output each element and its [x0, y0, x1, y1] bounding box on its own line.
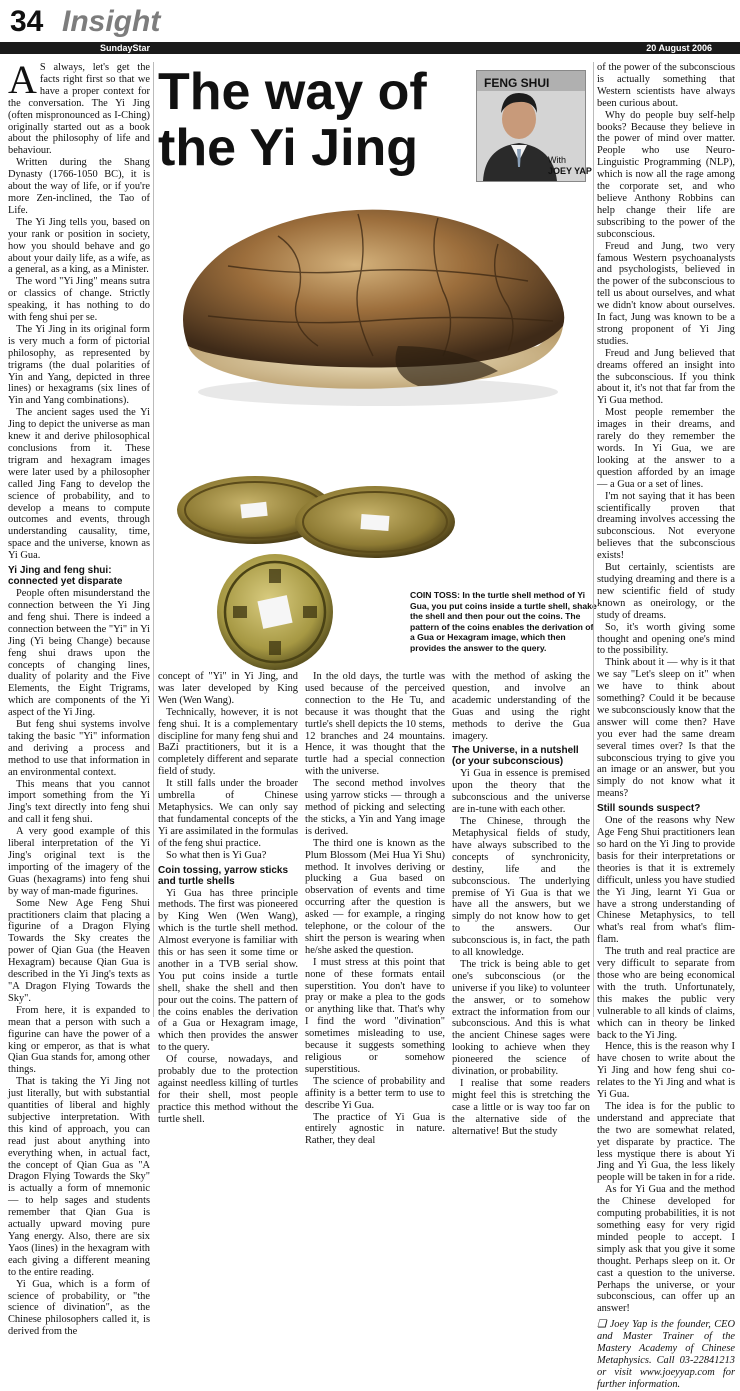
column-3-paragraph: The science of probability and affinity is a better term to use to describe Yi Gua.: [305, 1075, 445, 1111]
column-1-paragraph: From here, it is expanded to mean that a person with such a figurine can have the power of a king or emperor, as that is what Qian Gua stands for, among other things.: [8, 1004, 150, 1076]
column-divider: [593, 62, 594, 1017]
publication-name: SundayStar: [100, 43, 151, 53]
column-5-paragraph: Most people remember the images in their dreams, and rarely do they remember the words. In Yi Gua, we are looking at the answer to a question afforded by an image — a Gua or a set of lines.: [597, 407, 735, 490]
section-title: Insight: [62, 5, 161, 38]
column-1-paragraph: Written during the Shang Dynasty (1766-1050 BC), it is about the way of life, or if you're more Zen-inclined, the Tao of Life.: [8, 157, 150, 216]
issue-date: 20 August 2006: [646, 43, 712, 53]
column-3: [305, 671, 445, 1147]
column-divider: [153, 62, 154, 1017]
column-5-paragraph: The idea is for the public to understand and appreciate that the two are somewhat related, yet disparate by practice. The less mystique there is about Yi Jing and Yi Gua, the less likely people will be taken in for a ride.: [597, 1100, 735, 1184]
column-3-paragraph: The second method involves using yarrow sticks — through a method of picking and selecting the sticks, a Yin and Yang image is derived.: [305, 778, 445, 837]
column-5-paragraph: Freud and Jung believed that dreams offered an insight into the subconscious. If you think about it, it's not that far from the Yi Gua method.: [597, 347, 735, 407]
column-1: [8, 57, 150, 1338]
coins-photo: [165, 470, 415, 670]
column-5-paragraph: Why do people buy self-help books? Because they believe in the power of mind over matter. People who use Neuro-Linguistic Programming (NLP), which is now all the rage among the corporate set, and who believe Anthony Robbins can help change their life are subscribing to the power of the subconscious.: [597, 109, 735, 240]
column-1-paragraph: A very good example of this liberal interpretation of the Yi Jing's original text is the importing of the imagery of the Guas (hexagrams) into feng shui by way of man-made figurines.: [8, 826, 150, 897]
column-with-text: With: [548, 155, 566, 165]
column-1-paragraph: People often misunderstand the connection between the Yi Jing and feng shui. There is indeed a connection between the "Yi" in Yi Jing (Yi being Change) because feng shui draws upon the concepts of changing lines, duality of polarity and the Five Elements, the Eight Trigrams, which are components of the Yi aspect of the Yi Jing.: [8, 588, 150, 719]
headline-line-2: the Yi Jing: [158, 119, 419, 177]
column-4-paragraph: I realise that some readers might feel this is stretching the case a little or is way too far on the alternative side of the alternative! But the study: [452, 1078, 590, 1137]
headline-line-1: The way of: [158, 63, 427, 121]
column-1-paragraph: The Yi Jing in its original form is very much a form of pictorial philosophy, as represented by trigrams (the dual polarities of Yin and Yang, depicted in three lines) or hexagrams (six lines of Yin and Yang combinations).: [8, 323, 150, 407]
column-3-paragraph: The practice of Yi Gua is entirely agnostic in nature. Rather, they deal: [305, 1111, 445, 1147]
column-2-paragraph: It still falls under the broader umbrella of Chinese Metaphysics. We can only say that fundamental concepts of the Yi are assimilated in the formulas of the feng shui practice.: [158, 778, 298, 849]
column-2-paragraph: Of course, nowadays, and probably due to the protection against needless killing of turtles for their shell, most people practice this method without the turtle shell.: [158, 1054, 298, 1125]
subhead-still-sounds-suspect: Still sounds suspect?: [597, 803, 701, 815]
column-2-paragraph: So what then is Yi Gua?: [166, 849, 267, 861]
column-5-paragraph: of the power of the subconscious is actually something that Western scientists have always been curious about.: [597, 62, 735, 109]
column-5-paragraph: As for Yi Gua and the method the Chinese developed for computing probabilities, it is not something easy for very rigid minded people to accept. I simply ask that you give it some thought. Perhaps sleep on it. Or cast a question to the universe. Perhaps the universe, or your subconscious, can offer up an answer!: [597, 1184, 735, 1315]
column-5-paragraph: So, it's worth giving some thought and opening one's mind to the possibility.: [597, 621, 735, 657]
column-1-paragraph: Yi Gua, which is a form of science of probability, or "the science of divination", as the Chinese philosophers called it, is derived from the: [8, 1278, 150, 1338]
subhead-coin-tossing: Coin tossing, yarrow sticks and turtle shells: [158, 864, 289, 887]
column-2: [158, 671, 298, 1125]
column-2-paragraph: concept of "Yi" in Yi Jing, and was later developed by King Wen (Wen Wang).: [158, 671, 298, 706]
column-4-paragraph: The trick is being able to get one's subconscious (or the universe if you like) to volunteer the answer, or to somehow extract the information from our subconscious. And this is what the ancient Chinese sages were looking to achieve when they pioneered the science of divination, or probability.: [452, 958, 590, 1078]
column-1-paragraph: The ancient sages used the Yi Jing to depict the universe as man knew it and derive philosophical conclusions from it. These trigram and hexagram images were later used by a philosopher called Jing Fang to develop the science of probability, and to develop a means to compute outcomes and events, through understanding causality, time, space and the universe, known as Yi Gua.: [8, 407, 150, 562]
column-1-paragraph: The word "Yi Jing" means sutra or classics of change. Strictly speaking, it has nothing to do with feng shui per se.: [8, 276, 150, 324]
column-3-paragraph: I must stress at this point that none of these formats entail superstition. You don't have to pray or make a plea to the gods or anything like that. That's why I find the word "divination" sometimes misleading to use, because it suggests something religious or somehow superstitious.: [305, 956, 445, 1075]
column-2-paragraph: Technically, however, it is not feng shui. It is a complementary discipline for many feng shui and BaZi practitioners, but it is a completely different and separate field of study.: [158, 706, 298, 778]
column-label: FENG SHUI: [484, 76, 550, 90]
column-5-paragraph: Think about it — why is it that we say "Let's sleep on it" when we have to think about something? Could it be because we subconsciously know that the answer will come then? Have you ever had the same dream several times over? Is that the subconscious trying to give you an image or an answer, but you simply do not know what it means?: [597, 657, 735, 800]
column-2-paragraph: Yi Gua has three principle methods. The first was pioneered by King Wen (Wen Wang), which is the turtle shell method. Almost everyone is familiar with this or has seen it some time or another in a TVB serial show. You put coins inside a turtle shell, shake the shell and then pour out the coins. The pattern of the coins enables the derivation of a Gua or Hexagram image, which then provides the answer to the query.: [158, 887, 298, 1054]
subhead-universe-nutshell: The Universe, in a nutshell (or your subconscious): [452, 745, 579, 768]
column-1-paragraph: But feng shui systems involve taking the basic "Yi" information and deriving a process and method to use that information in an environmental context.: [8, 719, 150, 778]
column-5-paragraph: Hence, this is the reason why I have chosen to write about the Yi Jing and how feng shui co-relates to the Yi Jing and what is Yi Gua.: [597, 1041, 735, 1101]
column-5-paragraph: I'm not saying that it has been scientifically proven that dreaming involves accessing the subconscious. Not everyone believes that the subconscious exists!: [597, 490, 735, 562]
column-5-paragraph: Freud and Jung, two very famous Western psychoanalysts and psychologists, believed in the power of the subconscious to tell us about ourselves, and what we didn't know about ourselves. In fact, Jung was known to be a strong proponent of Yi Jing studies.: [597, 240, 735, 347]
column-4: [452, 671, 590, 1137]
column-1-paragraph: That is taking the Yi Jing not just literally, but with substantial quantities of liberal and highly subjective interpretation. With this kind of approach, you can read just about anything into everything when, in actual fact, the concept of Qian Gua as "A Dragon Flying Towards the Sky" is actually a form of mnemonic — to help sages and students remember that Qian Gua is actually upward moving pure Yang energy. Also, there are six Yaos (lines) in the hexagram with each giving a different meaning to the entire reading.: [8, 1076, 150, 1278]
column-5-paragraph: The truth and real practice are very difficult to separate from those who are being economical with the truth. Unfortunately, this makes the public very vulnerable to all kinds of claims, which can in theory be linked back to the Yi Jing.: [597, 946, 735, 1041]
column-1-paragraph: Some New Age Feng Shui practitioners claim that placing a figurine of a Dragon Flying Towards the Sky creates the power of Qian Gua (the Heaven Hexagram) because Qian Gua is described in the Yi Jing's texts as "A Dragon Flying Towards the Sky".: [8, 897, 150, 1004]
column-1-paragraph: This means that you cannot import something from the Yi Jing's text directly into feng shui and call it feng shui.: [8, 778, 150, 826]
column-3-paragraph: In the old days, the turtle was used because of the perceived connection to the He Tu, and because it was thought that the turtle's shell depicts the 10 stems, 12 branches and 24 mountains. Hence, it was thought that the turtle had a special connection with the universe.: [305, 671, 445, 778]
column-5-paragraph: One of the reasons why New Age Feng Shui practitioners lean so hard on the Yi Jing to provide basis for their interpretations or theories is that it is extremely difficult, unless you have studied the Yi Jing, learnt Yi Gua or have a strong understanding of Chinese Metaphysics, to tell what's real from what's flim-flam.: [597, 815, 735, 946]
author-bio: ❏ Joey Yap is the founder, CEO and Master Trainer of the Mastery Academy of Chinese Metaphysics. Call 03-22841213 or visit www.joeyyap.com for further information.: [597, 1319, 735, 1390]
turtle-shell-photo: [158, 196, 578, 411]
column-1-paragraph: A S always, let's get the facts right first so that we have a proper context for the conversation. The Yi Jing (often mispronounced as I-Ching) originally started out as a book about the philosophy of life and behaviour.: [8, 57, 150, 157]
photo-caption: COIN TOSS: In the turtle shell method of Yi Gua, you put coins inside a turtle shell, shake the shell and then pour out the coins. The pattern of the coins enables the derivation of a Gua or Hexagram image, which then provides the answer to the query.: [410, 590, 597, 653]
column-4-paragraph: The Chinese, through the Metaphysical fields of study, have always subscribed to the concepts of synchronicity, destiny, life and the subconscious. The underlying premise of Yi Gua is that we have all the answers, but we simply do not know how to get to the answers. Our subconscious is, in fact, the path to all knowledge.: [452, 816, 590, 959]
subhead-yi-jing-feng-shui: Yi Jing and feng shui: connected yet disparate: [8, 565, 123, 588]
column-5-paragraph: But certainly, scientists are studying dreaming and there is a new scientific field of study known as oneirology, or the study of dreams.: [597, 562, 735, 621]
column-5: [597, 62, 735, 1390]
column-3-paragraph: The third one is known as the Plum Blossom (Mei Hua Yi Shu) method. It involves deriving or plucking a Gua based on observation of events and time occurring after the question is asked — for example, a ringing telephone, or the colour of the shirt the person is wearing when he/she asked the question.: [305, 837, 445, 956]
page-number: 34: [10, 5, 44, 38]
column-author: JOEY YAP: [548, 166, 592, 176]
column-4-paragraph: with the method of asking the question, and involve an academic understanding of the Guas and using the right methods to derive the Gua imagery.: [452, 671, 590, 742]
headline: [158, 64, 427, 176]
column-4-paragraph: Yi Gua in essence is premised upon the theory that the subconscious and the universe are in-tune with each other.: [452, 768, 590, 816]
column-1-paragraph: The Yi Jing tells you, based on your rank or position in society, how you should behave and go about your daily life, as a wife, as a general, as a king, as a Minister.: [8, 216, 150, 276]
drop-cap: A: [8, 57, 37, 102]
